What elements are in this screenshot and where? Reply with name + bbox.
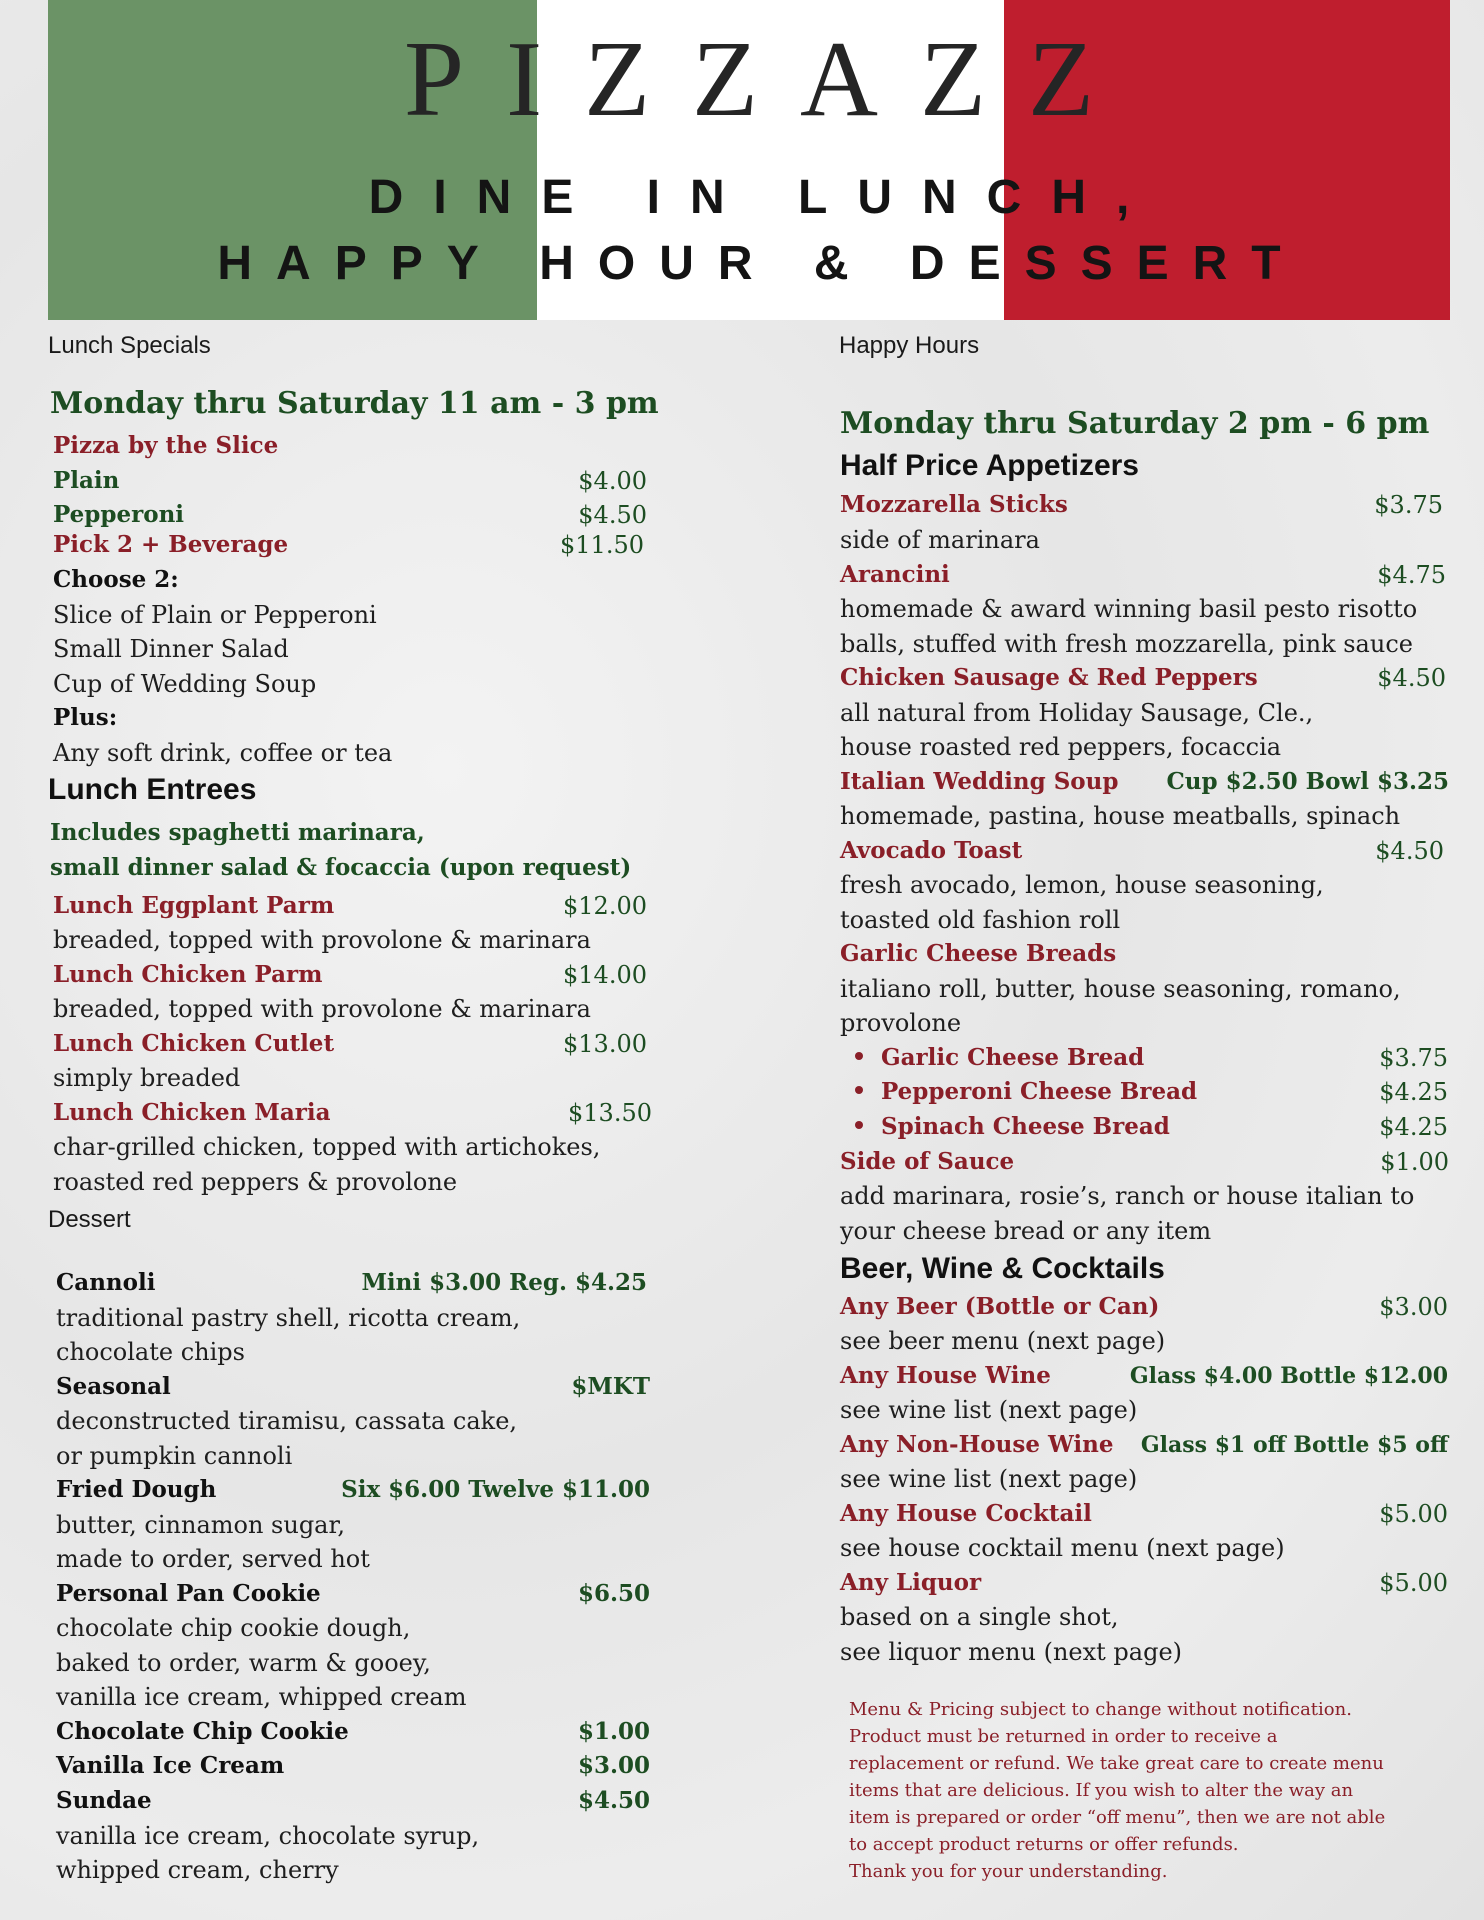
dessert-desc: whipped cream, cherry (56, 1856, 339, 1884)
dessert-name: Sundae (56, 1787, 152, 1814)
dessert-price: $4.50 (577, 1787, 650, 1814)
dessert-name: Chocolate Chip Cookie (56, 1718, 349, 1745)
dessert-price: $3.00 (577, 1752, 650, 1779)
appetizer-name: Mozzarella Sticks (840, 491, 1068, 518)
pepperoni-label: Pepperoni (53, 501, 185, 528)
plus-item: Any soft drink, coffee or tea (53, 739, 393, 767)
appetizer-name: Chicken Sausage & Red Peppers (840, 664, 1258, 691)
bread-price: $4.25 (1379, 1113, 1448, 1141)
entree-desc: breaded, topped with provolone & marinara (53, 995, 591, 1023)
pepperoni-price: $4.50 (578, 501, 647, 529)
disclaimer-line: Thank you for your understanding. (849, 1861, 1168, 1882)
dessert-name: Seasonal (56, 1373, 171, 1400)
dessert-desc: traditional pastry shell, ricotta cream, (56, 1304, 521, 1332)
dessert-price: $MKT (571, 1373, 650, 1400)
bullet-icon (855, 1121, 863, 1129)
disclaimer-line: Menu & Pricing subject to change without notification. (849, 1699, 1352, 1720)
bread-name: Garlic Cheese Bread (881, 1044, 1145, 1071)
appetizer-desc: all natural from Holiday Sausage, Cle., (840, 699, 1314, 727)
happy-title: Happy Hours (839, 332, 980, 359)
entree-desc: roasted red peppers & provolone (53, 1168, 458, 1196)
bread-item (855, 1044, 1144, 1072)
header-banner (48, 0, 1450, 320)
brand-title: PIZZAZZ (404, 20, 1136, 139)
bullet-icon (855, 1086, 863, 1094)
appetizer-price: Cup $2.50 Bowl $3.25 (1166, 768, 1449, 795)
drink-name: Any House Cocktail (840, 1500, 1092, 1527)
appetizer-desc: homemade, pastina, house meatballs, spinach (840, 802, 1401, 830)
appetizer-desc: homemade & award winning basil pesto risotto (840, 595, 1418, 623)
dessert-desc: vanilla ice cream, whipped cream (56, 1683, 467, 1711)
disclaimer-line: items that are delicious. If you wish to alter the way an (849, 1780, 1354, 1801)
sauce-desc: add marinara, rosie’s, ranch or house italian to (840, 1182, 1415, 1210)
disclaimer-line: item is prepared or order “off menu”, then we are not able (849, 1807, 1386, 1828)
dessert-desc: baked to order, warm & gooey, (56, 1649, 431, 1677)
dessert-desc: chocolate chip cookie dough, (56, 1614, 411, 1642)
entree-desc: breaded, topped with provolone & marinara (53, 926, 591, 954)
drink-price: Glass $4.00 Bottle $12.00 (1129, 1363, 1448, 1389)
bread-item (855, 1078, 1197, 1106)
plain-label: Plain (53, 467, 120, 494)
appetizer-price: $4.75 (1377, 561, 1446, 589)
sauce-desc: your cheese bread or any item (840, 1217, 1212, 1245)
subtitle-line-1: DINE IN LUNCH, (368, 171, 1160, 224)
dessert-name: Cannoli (56, 1269, 156, 1296)
garlic-breads-desc: italiano roll, butter, house seasoning, romano, (840, 975, 1401, 1003)
drink-desc: see house cocktail menu (next page) (840, 1534, 1285, 1562)
slice-heading: Pizza by the Slice (53, 432, 279, 459)
dessert-price: $6.50 (577, 1580, 650, 1607)
dessert-price: $1.00 (577, 1718, 650, 1745)
subtitle-line-2: HAPPY HOUR & DESSERT (217, 237, 1305, 290)
appetizer-price: $4.50 (1375, 837, 1444, 865)
entree-price: $12.00 (563, 892, 647, 920)
garlic-breads-heading: Garlic Cheese Breads (840, 940, 1117, 967)
dessert-desc: vanilla ice cream, chocolate syrup, (56, 1822, 480, 1850)
choose-label: Choose 2: (53, 566, 179, 593)
choose-item: Small Dinner Salad (53, 635, 289, 663)
appetizer-name: Italian Wedding Soup (840, 768, 1119, 795)
dessert-desc: butter, cinnamon sugar, (56, 1511, 345, 1539)
appetizer-name: Avocado Toast (840, 837, 1023, 864)
drink-name: Any Liquor (840, 1569, 982, 1596)
bullet-icon (855, 1052, 863, 1060)
plain-price: $4.00 (578, 467, 647, 495)
dessert-name: Personal Pan Cookie (56, 1580, 321, 1607)
entree-name: Lunch Chicken Parm (53, 961, 323, 988)
drink-name: Any Non-House Wine (840, 1431, 1114, 1458)
entree-desc: simply breaded (53, 1064, 241, 1092)
lunch-title: Lunch Specials (48, 332, 211, 359)
dessert-desc: made to order, served hot (56, 1545, 370, 1573)
entree-name: Lunch Chicken Cutlet (53, 1030, 335, 1057)
drink-name: Any Beer (Bottle or Can) (840, 1293, 1160, 1320)
entree-price: $13.00 (563, 1030, 647, 1058)
plus-label: Plus: (53, 704, 118, 731)
drink-desc: see beer menu (next page) (840, 1327, 1166, 1355)
appetizer-desc: balls, stuffed with fresh mozzarella, pink sauce (840, 630, 1413, 658)
dessert-title: Dessert (48, 1206, 131, 1233)
drink-price: $3.00 (1379, 1293, 1448, 1321)
choose-item: Cup of Wedding Soup (53, 670, 317, 698)
appetizer-desc: house roasted red peppers, focaccia (840, 733, 1282, 761)
dessert-name: Vanilla Ice Cream (56, 1752, 285, 1779)
entrees-note: Includes spaghetti marinara, (50, 819, 425, 846)
dessert-desc: chocolate chips (56, 1338, 245, 1366)
dessert-name: Fried Dough (56, 1476, 217, 1503)
drink-desc: based on a single shot, (840, 1603, 1119, 1631)
garlic-breads-desc: provolone (840, 1009, 962, 1037)
dessert-price: Six $6.00 Twelve $11.00 (341, 1476, 650, 1503)
pick2-label: Pick 2 + Beverage (53, 531, 289, 558)
lunch-schedule: Monday thru Saturday 11 am - 3 pm (50, 386, 659, 421)
appetizers-title: Half Price Appetizers (840, 449, 1139, 482)
appetizer-price: $3.75 (1374, 491, 1443, 519)
appetizer-desc: toasted old fashion roll (840, 906, 1121, 934)
bread-name: Pepperoni Cheese Bread (881, 1078, 1198, 1105)
drink-desc: see wine list (next page) (840, 1465, 1138, 1493)
dessert-desc: deconstructed tiramisu, cassata cake, (56, 1407, 518, 1435)
sauce-price: $1.00 (1380, 1148, 1449, 1176)
happy-schedule: Monday thru Saturday 2 pm - 6 pm (840, 406, 1430, 441)
appetizer-price: $4.50 (1377, 664, 1446, 692)
disclaimer-line: replacement or refund. We take great care to create menu (849, 1753, 1384, 1774)
bread-price: $4.25 (1379, 1078, 1448, 1106)
entree-price: $13.50 (568, 1099, 652, 1127)
entrees-title: Lunch Entrees (48, 773, 257, 806)
appetizer-name: Arancini (840, 561, 950, 588)
drink-price: Glass $1 off Bottle $5 off (1140, 1432, 1448, 1458)
sauce-name: Side of Sauce (840, 1148, 1015, 1175)
appetizer-desc: side of marinara (840, 526, 1040, 554)
disclaimer (849, 1696, 1449, 1885)
drink-desc: see wine list (next page) (840, 1396, 1138, 1424)
entree-price: $14.00 (563, 961, 647, 989)
drink-price: $5.00 (1379, 1500, 1448, 1528)
dessert-desc: or pumpkin cannoli (56, 1442, 293, 1470)
drink-name: Any House Wine (840, 1362, 1051, 1389)
disclaimer-line: to accept product returns or offer refunds. (849, 1834, 1239, 1855)
bread-item (855, 1113, 1170, 1141)
bread-price: $3.75 (1379, 1044, 1448, 1072)
pick2-price: $11.50 (560, 531, 644, 559)
choose-item: Slice of Plain or Pepperoni (53, 601, 377, 629)
disclaimer-line: Product must be returned in order to receive a (849, 1726, 1278, 1747)
bread-name: Spinach Cheese Bread (881, 1113, 1170, 1140)
entree-desc: char-grilled chicken, topped with artichokes, (53, 1133, 601, 1161)
appetizer-desc: fresh avocado, lemon, house seasoning, (840, 871, 1324, 899)
entree-name: Lunch Eggplant Parm (53, 892, 335, 919)
entree-name: Lunch Chicken Maria (53, 1099, 331, 1126)
entrees-note: small dinner salad & focaccia (upon request) (50, 854, 632, 881)
drink-desc: see liquor menu (next page) (840, 1638, 1183, 1666)
dessert-price: Mini $3.00 Reg. $4.25 (361, 1269, 647, 1296)
drinks-title: Beer, Wine & Cocktails (840, 1252, 1165, 1285)
drink-price: $5.00 (1379, 1569, 1448, 1597)
